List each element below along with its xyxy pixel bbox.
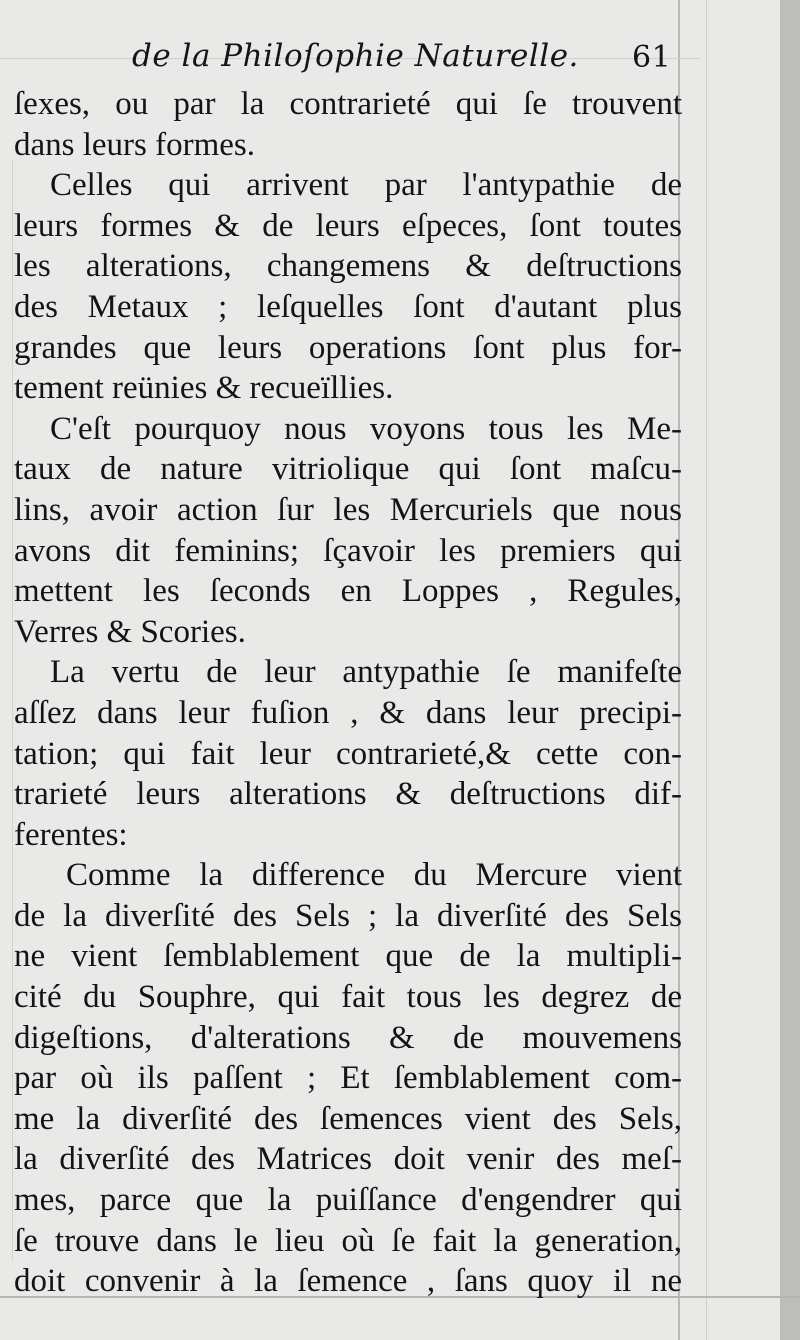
scan-rule-vertical xyxy=(706,0,707,1340)
text-line: de la diverſité des Sels ; la diverſité des Sels xyxy=(14,897,682,934)
text-line: taux de nature vitriolique qui ſont maſcu- xyxy=(14,451,682,488)
body-text xyxy=(14,84,682,1302)
text-line: Celles qui arrivent par l'antypathie de xyxy=(50,167,682,204)
text-line: doit convenir à la ſemence , ſans quoy il ne xyxy=(14,1263,682,1300)
text-line: mettent les ſeconds en Loppes , Regules, xyxy=(14,573,682,610)
text-line: trarieté leurs alterations & deſtructions dif- xyxy=(14,776,682,813)
text-line: La vertu de leur antypathie ſe manifeſte xyxy=(50,654,682,691)
text-line: grandes que leurs operations ſont plus for- xyxy=(14,329,682,366)
text-line: ſexes, ou par la contrarieté qui ſe trouvent xyxy=(14,86,682,122)
text-line: leurs formes & de leurs eſpeces, ſont toutes xyxy=(14,207,682,244)
text-line: cité du Souphre, qui fait tous les degrez de xyxy=(14,979,682,1016)
running-head-title: de la Philoſophie Naturelle. xyxy=(132,38,579,74)
text-line: tement reünies & recueïllies. xyxy=(14,370,394,407)
text-line: dans leurs formes. xyxy=(14,126,256,163)
text-line: ſe trouve dans le lieu où ſe fait la generation, xyxy=(14,1222,682,1259)
text-line: mes, parce que la puiſſance d'engendrer qui xyxy=(14,1182,682,1219)
text-line: digeſtions, d'alterations & de mouvemens xyxy=(14,1019,682,1056)
text-line: les alterations, changemens & deſtructions xyxy=(14,248,682,285)
text-line: aſſez dans leur fuſion , & dans leur precipi- xyxy=(14,694,682,731)
text-line: C'eſt pourquoy nous voyons tous les Me- xyxy=(50,410,682,447)
page-number: 61 xyxy=(632,40,672,75)
running-head xyxy=(120,38,680,88)
text-line: tation; qui fait leur contrarieté,& cette con- xyxy=(14,735,682,772)
text-line: lins, avoir action ſur les Mercuriels que nous xyxy=(14,491,682,528)
text-line: des Metaux ; leſquelles ſont d'autant plus xyxy=(14,288,682,325)
facing-page-edge xyxy=(780,0,800,1340)
text-line: ne vient ſemblablement que de la multipli- xyxy=(14,938,682,975)
text-line: la diverſité des Matrices doit venir des meſ- xyxy=(14,1141,682,1178)
text-line: avons dit feminins; ſçavoir les premiers qui xyxy=(14,532,682,569)
text-line: ferentes: xyxy=(14,816,128,853)
scan-rule-vertical xyxy=(12,160,13,1260)
text-line: me la diverſité des ſemences vient des Sels, xyxy=(14,1100,682,1137)
text-line: Comme la difference du Mercure vient xyxy=(66,857,682,894)
text-line: par où ils paſſent ; Et ſemblablement com- xyxy=(14,1060,682,1097)
text-line: Verres & Scories. xyxy=(14,613,246,650)
